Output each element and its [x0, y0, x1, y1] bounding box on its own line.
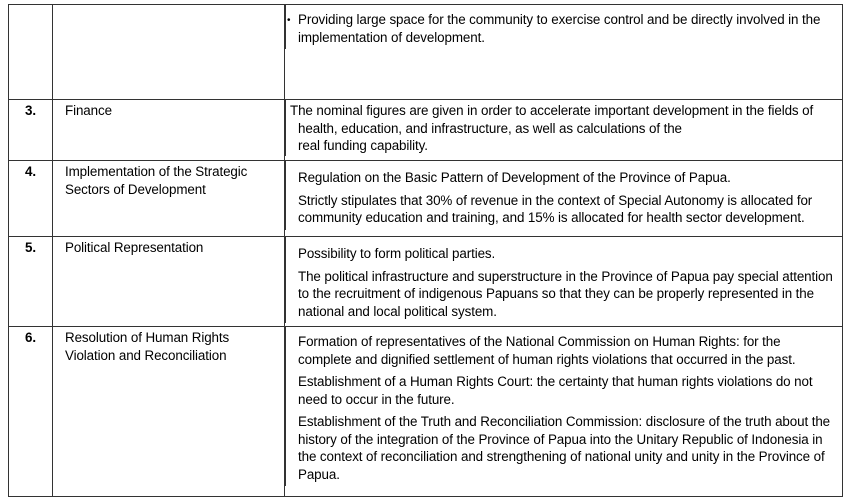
row-aspect: Political Representation — [53, 237, 285, 327]
row-description — [285, 327, 843, 497]
list-item-text: Strictly stipulates that 30% of revenue in the context of Special Autonomy is allocated for community education and training, and 15% is allocated for health sector development. — [298, 192, 813, 225]
table-row — [9, 5, 843, 100]
row-description — [285, 100, 843, 161]
list-item — [285, 237, 842, 266]
row-description — [285, 5, 843, 100]
list-item — [285, 190, 842, 230]
description-line: real funding capability. — [298, 138, 428, 153]
list-item-text: Establishment of the Truth and Reconciliation Commission: disclosure of the truth about the history of the integration of the Province of Papua into the Unitary Republic of Indonesia in the context of reconciliation and strengthening of national unity and unity in the Province of Papua. — [298, 414, 831, 482]
list-item — [285, 371, 842, 411]
row-number: 5. — [9, 237, 53, 327]
row-aspect: Resolution of Human Rights Violation and Reconciliation — [53, 327, 285, 497]
list-item — [285, 161, 842, 190]
list-item-text: Establishment of a Human Rights Court: the certainty that human rights violations do not need to occur in the future. — [298, 374, 813, 407]
bullet-icon: • — [287, 15, 291, 26]
row-aspect — [53, 5, 285, 100]
row-number — [9, 5, 53, 100]
list-item — [285, 266, 842, 324]
list-item — [285, 5, 842, 49]
autonomy-table — [8, 4, 843, 497]
list-item — [285, 327, 842, 371]
description-text — [285, 100, 842, 156]
row-number: 6. — [9, 327, 53, 497]
list-item-text: Providing large space for the community to exercise control and be directly involved in the implementation of development. — [298, 12, 821, 45]
table-row — [9, 327, 843, 497]
row-description — [285, 237, 843, 327]
row-number: 3. — [9, 100, 53, 161]
list-item-text: Regulation on the Basic Pattern of Development of the Province of Papua. — [298, 170, 731, 185]
list-item — [285, 411, 842, 486]
row-aspect: Finance — [53, 100, 285, 161]
row-description — [285, 161, 843, 237]
table-row — [9, 100, 843, 161]
table-row — [9, 237, 843, 327]
table-row — [9, 161, 843, 237]
list-item-text: Possibility to form political parties. — [298, 246, 496, 261]
list-item-text: The political infrastructure and superstructure in the Province of Papua pay special attention to the recruitment of indigenous Papuans so that they can be properly represented in the national and local political system. — [298, 268, 833, 319]
description-line: health, education, and infrastructure, as well as calculations of the — [298, 120, 682, 136]
list-item-text: Formation of representatives of the National Commission on Human Rights: for the complete and dignified settlement of human rights violations that occurred in the past. — [298, 334, 796, 367]
row-number: 4. — [9, 161, 53, 237]
description-line: The nominal figures are given in order to accelerate important development in the fields of — [290, 103, 814, 118]
row-aspect: Implementation of the Strategic Sectors of Development — [53, 161, 285, 237]
